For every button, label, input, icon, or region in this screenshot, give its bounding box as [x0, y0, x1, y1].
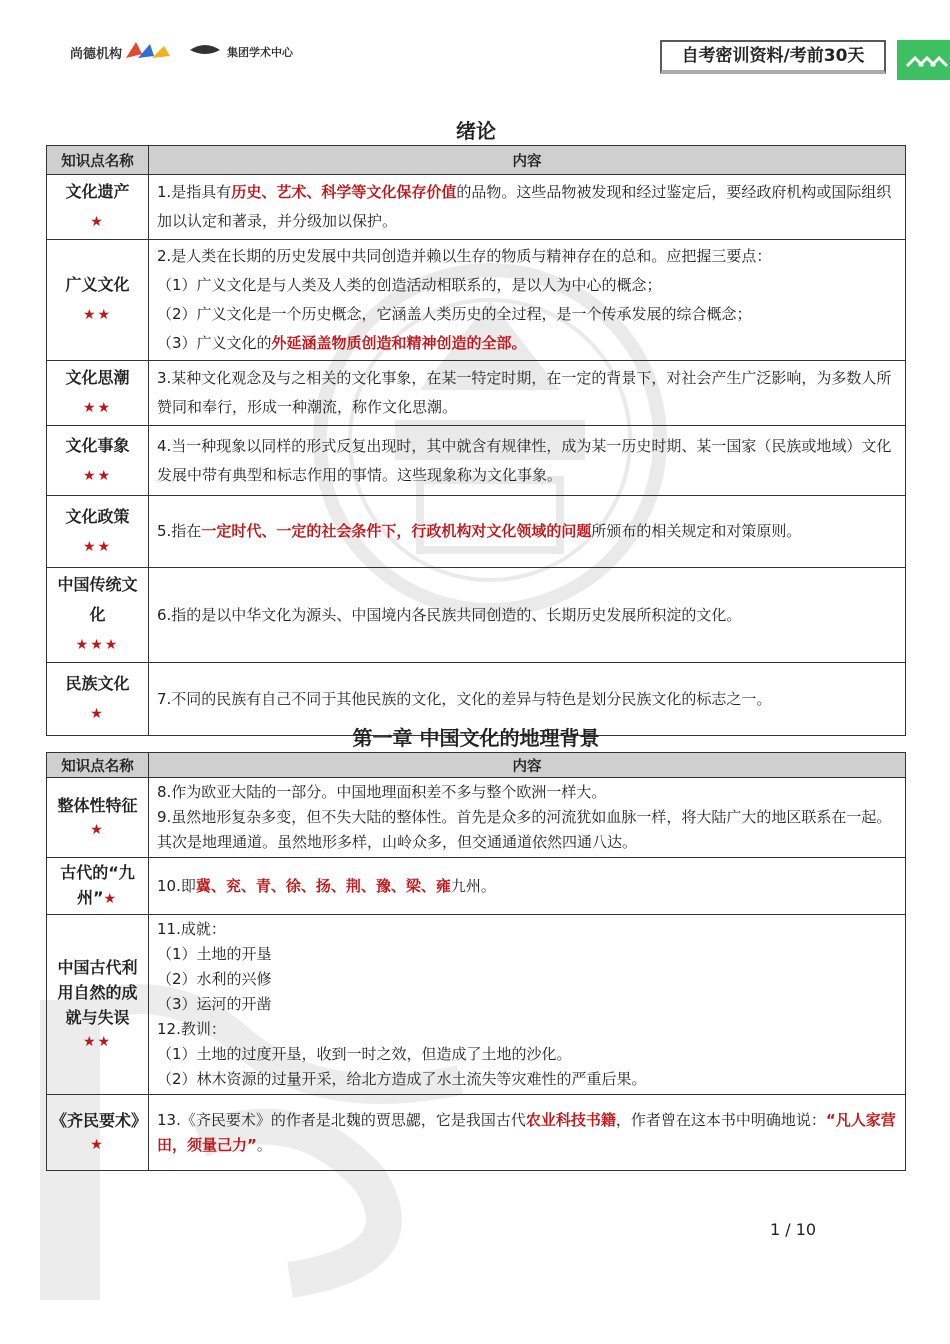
knowledge-table-chapter1 — [46, 752, 906, 1171]
table-row — [47, 240, 906, 361]
importance-stars: ★★ — [82, 467, 113, 484]
table-header-row — [47, 753, 906, 778]
brand-logo-text: 尚德机构 — [70, 47, 123, 62]
table-row — [47, 915, 906, 1095]
table-row — [47, 496, 906, 568]
table-row — [47, 778, 906, 858]
table-header-row — [47, 146, 906, 175]
knowledge-point-content: 4.当一种现象以同样的形式反复出现时，其中就含有规律性，成为某一历史时期、某一国家（民族或地域）文化发展中带有典型和标志作用的事情。这些现象称为文化事象。 — [149, 426, 906, 496]
knowledge-point-name: 古代的“九州”★ — [47, 858, 149, 915]
knowledge-point-name: 《齐民要术》 ★ — [47, 1095, 149, 1171]
importance-stars: ★ — [90, 821, 105, 838]
knowledge-point-name: 文化事象 ★★ — [47, 426, 149, 496]
knowledge-point-content: 6.指的是以中华文化为源头、中国境内各民族共同创造的、长期历史发展所积淀的文化。 — [149, 568, 906, 663]
knowledge-point-name: 广义文化 ★★ — [47, 240, 149, 361]
table-row — [47, 858, 906, 915]
importance-stars: ★★ — [82, 538, 113, 555]
column-header-name: 知识点名称 — [47, 753, 149, 778]
section-title-chapter1: 第一章 中国文化的地理背景 — [352, 726, 600, 750]
importance-stars: ★ — [103, 891, 119, 907]
knowledge-table-intro — [46, 145, 906, 736]
knowledge-point-content: 3.某种文化观念及与之相关的文化事象，在某一特定时期，在一定的背景下，对社会产生广泛影响，为多数人所赞同和奉行，形成一种潮流，称作文化思潮。 — [149, 361, 906, 426]
knowledge-point-content: 10.即冀、兖、青、徐、扬、荆、豫、梁、雍九州。 — [149, 858, 906, 915]
knowledge-point-content: 8.作为欧亚大陆的一部分。中国地理面积差不多与整个欧洲一样大。 9.虽然地形复杂多变，但不失大陆的整体性。首先是众多的河流犹如血脉一样，将大陆广大的地区联系在一起。其次是地理通道。虽然地形多样，山岭众多，但交通通道依然四通八达。 — [149, 778, 906, 858]
knowledge-point-content: 13.《齐民要术》的作者是北魏的贾思勰，它是我国古代农业科技书籍，作者曾在这本书中明确地说：“凡人家营田，须量己力”。 — [149, 1095, 906, 1171]
knowledge-point-content: 5.指在一定时代、一定的社会条件下，行政机构对文化领域的问题所颁布的相关规定和对策原则。 — [149, 496, 906, 568]
importance-stars: ★ — [90, 706, 105, 722]
academic-center-text: 集团学术中心 — [227, 46, 293, 59]
table-row — [47, 426, 906, 496]
importance-stars: ★★ — [82, 307, 113, 323]
knowledge-point-content: 7.不同的民族有自己不同于其他民族的文化，文化的差异与特色是划分民族文化的标志之一。 — [149, 663, 906, 736]
section-title-intro: 绪论 — [456, 119, 496, 143]
banner-title: 自考密训资料/考前30天 — [660, 40, 886, 74]
table-row — [47, 568, 906, 663]
knowledge-point-content: 1.是指具有历史、艺术、科学等文化保存价值的品物。这些品物被发现和经过鉴定后，要经政府机构或国际组织加以认定和著录，并分级加以保护。 — [149, 175, 906, 240]
table-row — [47, 1095, 906, 1171]
importance-stars: ★ — [90, 214, 105, 230]
column-header-content: 内容 — [149, 146, 906, 175]
knowledge-point-name: 中国传统文化 ★★★ — [47, 568, 149, 663]
importance-stars: ★★★ — [75, 637, 120, 653]
knowledge-point-content: 11.成就： （1）土地的开垦 （2）水利的兴修 （3）运河的开凿 12.教训： （1）土地的过度开垦，收到一时之效，但造成了土地的沙化。 （2）林木资源的过量开采，给北方造成了水土流失等灾难性的严重后果。 — [149, 915, 906, 1095]
knowledge-point-name: 文化政策 ★★ — [47, 496, 149, 568]
table-row — [47, 175, 906, 240]
column-header-name: 知识点名称 — [47, 146, 149, 175]
chevron-right-icon — [897, 40, 950, 80]
importance-stars: ★★ — [82, 1033, 113, 1050]
brand-logo-icon — [124, 40, 172, 60]
knowledge-point-name: 文化思潮 ★★ — [47, 361, 149, 426]
knowledge-point-content: 2.是人类在长期的历史发展中共同创造并赖以生存的物质与精神存在的总和。应把握三要点： （1）广义文化是与人类及人类的创造活动相联系的，是以人为中心的概念； （2）广义文化是一个历史概念，它涵盖人类历史的全过程，是一个传承发展的综合概念； （3）广义文化的外延涵盖物质创造和精神创造的全部。 — [149, 240, 906, 361]
knowledge-point-name: 整体性特征 ★ — [47, 778, 149, 858]
table-row — [47, 361, 906, 426]
importance-stars: ★★ — [82, 400, 113, 416]
page-header — [0, 0, 950, 95]
page-number: 1 / 10 — [770, 1220, 817, 1239]
knowledge-point-name: 中国古代利用自然的成就与失误 ★★ — [47, 915, 149, 1095]
knowledge-point-name: 民族文化 ★ — [47, 663, 149, 736]
column-header-content: 内容 — [149, 753, 906, 778]
academic-center-icon — [188, 42, 222, 58]
importance-stars: ★ — [90, 1136, 105, 1153]
knowledge-point-name: 文化遗产 ★ — [47, 175, 149, 240]
